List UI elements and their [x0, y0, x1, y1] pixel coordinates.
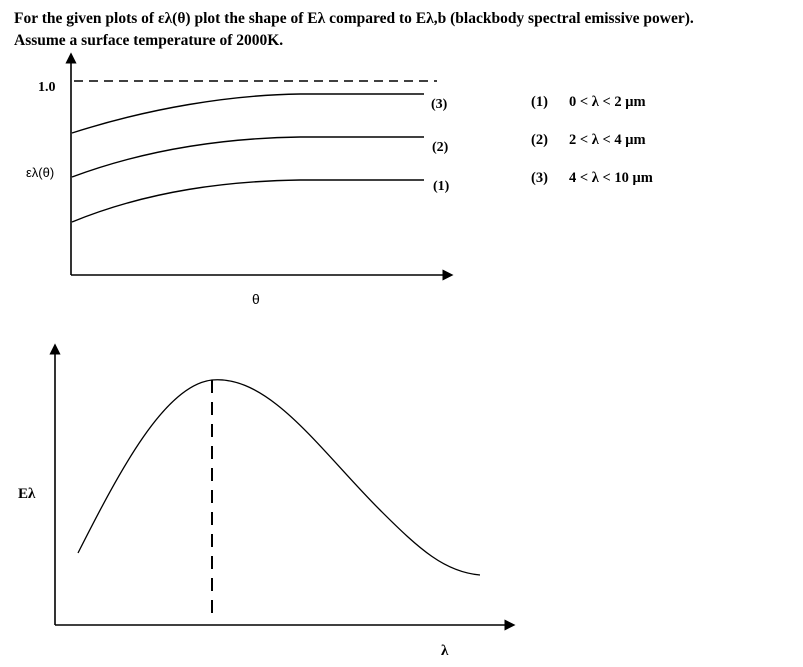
problem-line-1: For the given plots of ελ(θ) plot the shape of Eλ compared to Eλ,b (blackbody spectral emissive power). — [14, 10, 694, 27]
legend-number-1: (1) — [531, 94, 548, 110]
emissivity-curve-1-label: (1) — [433, 179, 450, 194]
wavelength-legend-2 — [531, 132, 646, 149]
legend-number-2: (2) — [531, 132, 548, 148]
emissivity-x-axis-label: θ — [252, 291, 260, 307]
problem-line-2: Assume a surface temperature of 2000K. — [14, 32, 284, 49]
emissivity-curve-2-label: (2) — [432, 140, 449, 155]
spectral-x-axis-label: λ — [441, 643, 449, 659]
emissivity-y-axis-label: ελ(θ) — [26, 165, 55, 180]
emissivity-y-tick-1: 1.0 — [38, 80, 56, 95]
wavelength-legend-3 — [531, 170, 653, 187]
emissivity-curve-2 — [72, 137, 424, 177]
spectral-y-axis-label: Eλ — [18, 486, 36, 502]
wavelength-legend-1 — [531, 94, 646, 111]
blackbody-spectral-curve — [78, 380, 480, 575]
emissivity-curve-3-label: (3) — [431, 97, 448, 112]
emissivity-curve-1 — [72, 180, 424, 222]
legend-range-3: 4 < λ < 10 μm — [569, 170, 653, 186]
spectral-power-plot — [18, 349, 510, 659]
emissivity-curve-3 — [72, 94, 424, 133]
emissivity-plot — [26, 58, 450, 307]
legend-range-1: 0 < λ < 2 μm — [569, 94, 646, 110]
legend-number-3: (3) — [531, 170, 548, 186]
legend-range-2: 2 < λ < 4 μm — [569, 132, 646, 148]
